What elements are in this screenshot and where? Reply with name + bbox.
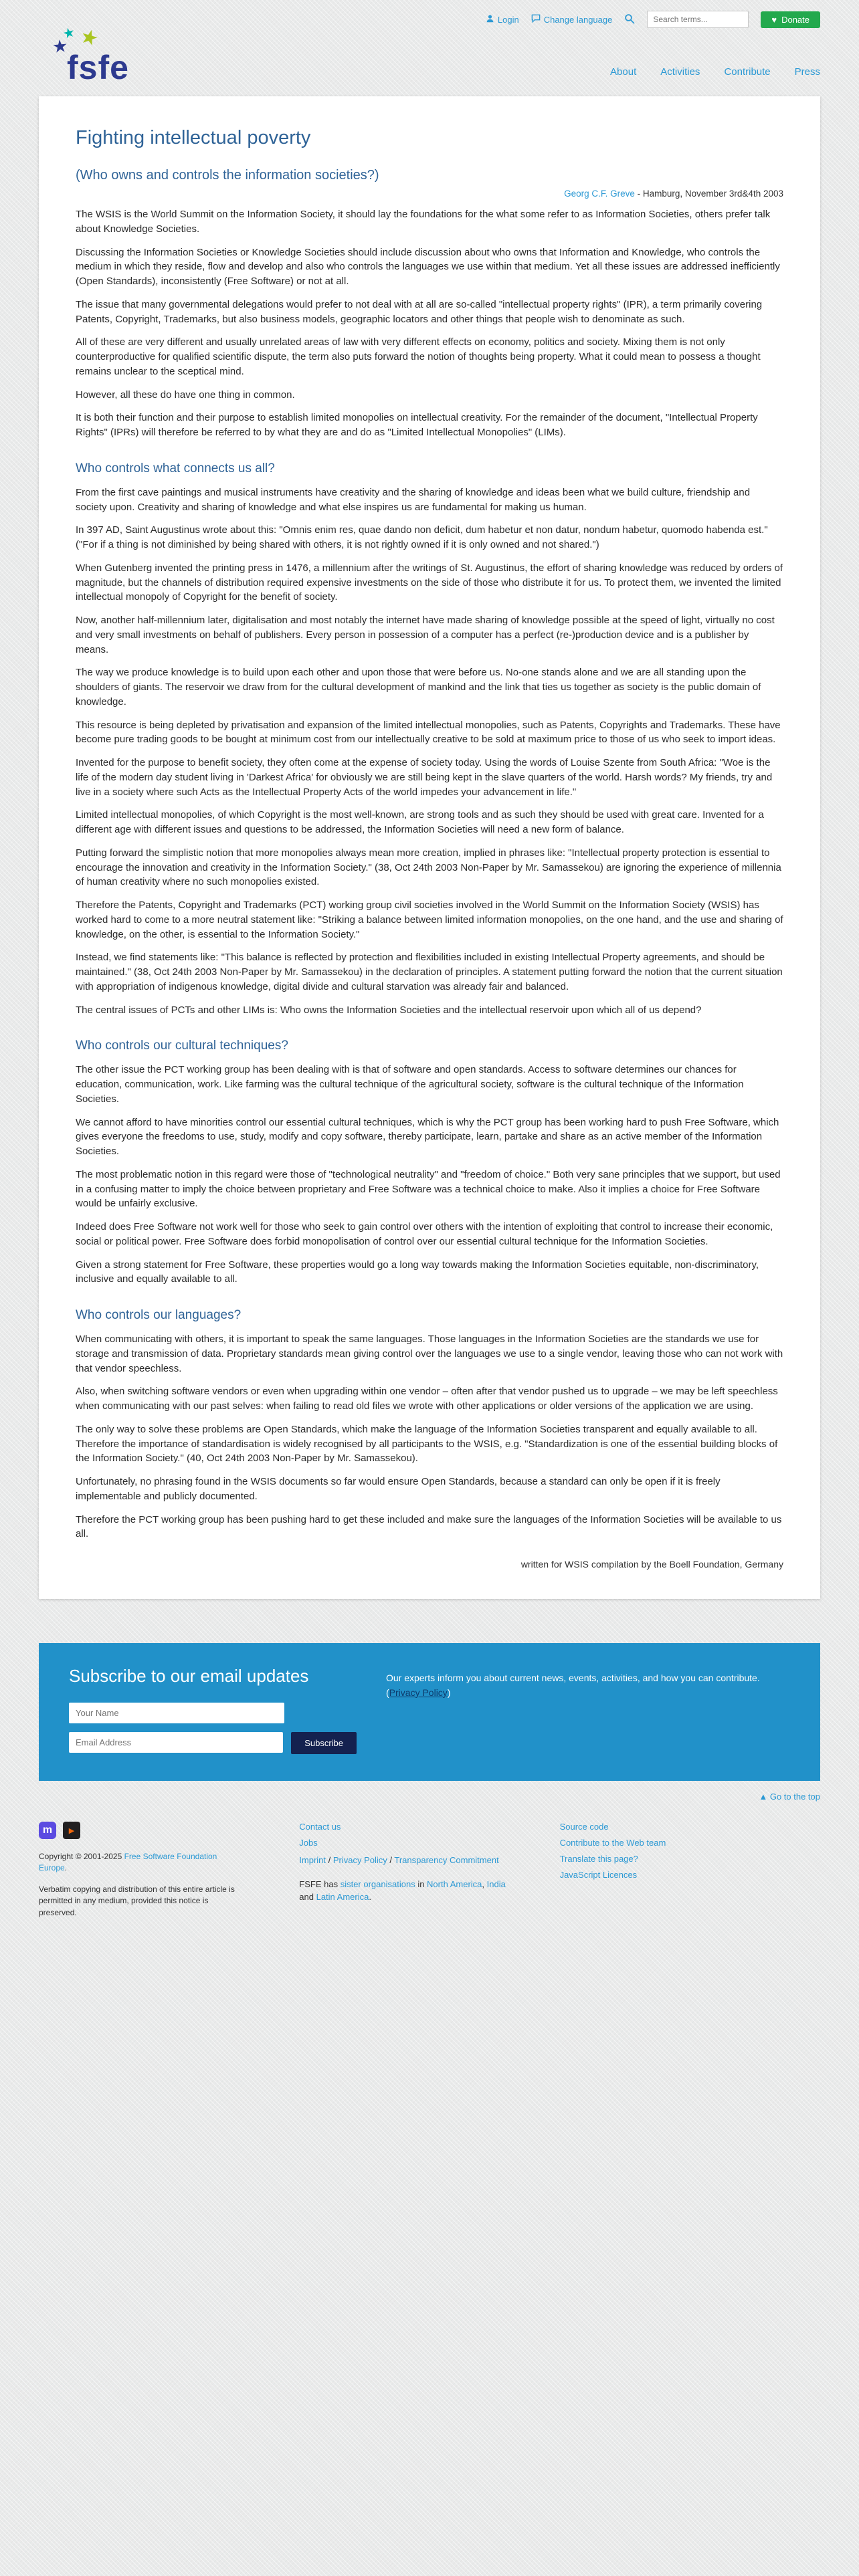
- fsfe-link[interactable]: Free Software Foundation Europe: [39, 1852, 217, 1873]
- section-heading-connects: Who controls what connects us all?: [76, 461, 275, 475]
- up-triangle-icon: ▲: [759, 1792, 768, 1802]
- article-paragraph: The other issue the PCT working group has been dealing with is that of software and open standards. Access to software determines our chances for education, communication, work. Like farming was the cultural technique of the agricultural society, software is the cultural technique of the Information Societies.: [76, 1064, 744, 1105]
- go-to-top-label: Go to the top: [769, 1792, 820, 1802]
- footer-col-site: [560, 1822, 820, 1919]
- contribute-web-team-link[interactable]: Contribute to the Web team: [559, 1838, 666, 1848]
- nav-item-about[interactable]: About: [610, 66, 637, 78]
- subscribe-description: [386, 1666, 790, 1754]
- login-icon: [486, 14, 494, 25]
- logo-star-teal-icon: ★: [61, 25, 77, 42]
- social-icons: [39, 1822, 299, 1839]
- footer: [0, 1806, 859, 1959]
- article-paragraph: Indeed does Free Software not work well for those who seek to gain control over others with the intention of exploiting that control to increase their economic, social or political power. Free Software does forbid monopolisation of control over our essential cultural technique for the Information Societies.: [76, 1221, 773, 1247]
- verbatim-notice: Verbatim copying and distribution of this entire article is permitted in any medium, provided this notice is preserved.: [39, 1884, 235, 1917]
- article-paragraph: Instead, we find statements like: "This balance is reflected by protection and flexibilities included in existing Intellectual Property agreements, and should be maintained." (38, Oct 24th 2003 Non-Paper by Mr. Samassekou) in the declaration of principles. A statement putting forward the notion that the current situation with appropriation of indigenous knowledge, digital divide and cultural starvation was already fair and balanced.: [76, 952, 783, 992]
- logo-star-blue-icon: ★: [51, 35, 69, 57]
- subscribe-heading: Subscribe to our email updates: [69, 1666, 309, 1686]
- sister-organisations-line: [299, 1878, 506, 1904]
- privacy-policy-link[interactable]: Privacy Policy: [389, 1687, 448, 1698]
- nav-item-press[interactable]: Press: [794, 66, 820, 78]
- subscribe-description-end: ): [447, 1687, 451, 1698]
- imprint-link[interactable]: Imprint: [299, 1855, 326, 1865]
- email-field[interactable]: [69, 1732, 283, 1753]
- india-link[interactable]: India: [486, 1879, 506, 1889]
- language-icon: [531, 14, 541, 25]
- transparency-commitment-link[interactable]: Transparency Commitment: [394, 1855, 499, 1865]
- article-paragraph: From the first cave paintings and musical instruments have creativity and the sharing of knowledge and ideas been what we build culture, friendship and society upon. Creativity and sharing of knowledge and what else inspires us are fundamental for making us human.: [76, 486, 751, 513]
- article-subtitle: (Who owns and controls the information societies?): [76, 168, 379, 183]
- fsfe-logo[interactable]: [51, 24, 193, 87]
- article-paragraph: Now, another half-millennium later, digitalisation and most notably the internet have made sharing of knowledge possible at the speed of light, virtually no cost and very small investments on behalf of publishers. Every person in possession of a computer has a perfect (re-)production device and is a publisher by means.: [76, 615, 775, 655]
- imprint-separator: /: [387, 1855, 395, 1865]
- article-paragraph: It is both their function and their purpose to establish limited monopolies on intellectual creativity. For the remainder of the document, "Intellectual Property Rights" (IPRs) will therefore be referred to by what they are and do as "Limited Intellectual Monopolies" (LIMs).: [76, 412, 758, 438]
- article-paragraph: The WSIS is the World Summit on the Information Society, it should lay the foundations for the what some refer to as Information Societies, others prefer talk about Knowledge Societies.: [76, 209, 771, 235]
- article-paragraph: Unfortunately, no phrasing found in the WSIS documents so far would ensure Open Standards, because a standard can only be open if it is freely implementable and publicly documented.: [76, 1476, 721, 1502]
- sister-comma: ,: [482, 1879, 487, 1889]
- article-paragraph: Putting forward the simplistic notion that more monopolies always mean more creation, implied in phrases like: "Intellectual property protection is essential to encourage the innovation and creativity in the Information Society." (38, Oct 24th 2003 Non-Paper by Mr. Samassekou) are ignoring the experience of millennia of human creativity where no such monopolies existed.: [76, 847, 781, 888]
- article-paragraph: Given a strong statement for Free Software, these properties would go a long way towards making the Information Societies equitable, non-discriminatory, inclusive and equally available to all.: [76, 1259, 759, 1285]
- author-link[interactable]: Georg C.F. Greve: [564, 189, 635, 199]
- to-top-row: [39, 1781, 820, 1806]
- article-paragraph: Limited intellectual monopolies, of which Copyright is the most well-known, are strong tools and as such they should be used with great care. Invented for a different age with different issues and questions to be addressed, the Information Societies will need a new form of balance.: [76, 809, 764, 835]
- header: [39, 24, 820, 87]
- section-heading-languages: Who controls our languages?: [76, 1308, 242, 1322]
- imprint-separator: /: [326, 1855, 333, 1865]
- topbar: [39, 0, 820, 28]
- section-heading-cultural: Who controls our cultural techniques?: [76, 1039, 288, 1053]
- copyright-prefix: Copyright © 2001-2025: [39, 1852, 124, 1861]
- article-paragraph: When Gutenberg invented the printing press in 1476, a millennium after the writings of St. Augustinus, the effort of sharing knowledge was reduced by orders of magnitude, but the channels of distribution required expensive investments on the side of those who distribute it for us. To protect them, we invented the limited intellectual monopoly of Copyright for the benefit of society.: [76, 562, 783, 603]
- javascript-licences-link[interactable]: JavaScript Licences: [559, 1870, 638, 1880]
- article-card: [39, 96, 820, 1599]
- article-paragraph: The most problematic notion in this regard were those of "technological neutrality" and "freedom of choice." Both very sane principles that we support, but used in a confusing matter to imply the choice between proprietary and Free Software was a technical choice to make. Also it implies a choice for Free Software would be unfairly exclusive.: [76, 1168, 781, 1210]
- article-paragraph: Also, when switching software vendors or even when upgrading within one vendor – often after that vendor pushed us to upgrade – we may be left speechless when communicating with our past selves: when failing to read old files we wrote with other applications or older versions of the application we are using.: [76, 1386, 778, 1412]
- article-paragraph: We cannot afford to have minorities control our essential cultural techniques, which is why the PCT group has been working hard to push Free Software, which gives everyone the freedoms to use, study, modify and copy software, thereby participate, learn, partake and share as an active member of the Information Societies.: [76, 1116, 779, 1157]
- sister-organisations-link[interactable]: sister organisations: [340, 1879, 415, 1889]
- heart-icon: ♥: [771, 14, 777, 25]
- search-input[interactable]: [647, 11, 749, 28]
- copyright-suffix: .: [64, 1863, 68, 1873]
- sister-prefix: FSFE has: [299, 1879, 341, 1889]
- nav-item-contribute[interactable]: Contribute: [724, 66, 771, 78]
- footer-col-legal: [39, 1822, 299, 1919]
- sister-and: and: [299, 1892, 316, 1902]
- name-field[interactable]: [69, 1703, 284, 1723]
- subscribe-description-text: Our experts inform you about current news, events, activities, and how you can contribute. (: [386, 1673, 760, 1698]
- peertube-icon[interactable]: ▶: [63, 1822, 80, 1839]
- byline-date: - Hamburg, November 3rd&4th 2003: [634, 189, 783, 199]
- source-code-link[interactable]: Source code: [559, 1822, 609, 1832]
- article-paragraph: The way we produce knowledge is to build upon each other and upon those that were before us. No-one stands alone and we are all standing upon the shoulders of giants. The reservoir we draw from for the cultural development of mankind and the link that ties us together as society is the public domain of knowledge.: [76, 667, 761, 708]
- article-paragraph: In 397 AD, Saint Augustinus wrote about this: "Omnis enim res, quae dando non deficit, dum habetur et non datur, nondum habetur, quomodo habenda est." ("For if a thing is not diminished by being shared with others, it is not rightly owned if it is only owned and not shared."): [76, 524, 768, 550]
- article-paragraph: The issue that many governmental delegations would prefer to not deal with at all are so-called "intellectual property rights" (IPR), a term primarily covering Patents, Copyright, Trademarks, but also business models, geographic locators and other things that people wish to denominate as such.: [76, 298, 763, 325]
- byline: [76, 189, 783, 199]
- subscribe-button[interactable]: Subscribe: [291, 1732, 357, 1754]
- article-paragraph: The only way to solve these problems are Open Standards, which make the language of the Information Societies transparent and equally available to all. Therefore the importance of standardisation is widely recognised by all participants to the WSIS, e.g. "Standardization is one of the essential building blocks of the Information Society." (40, Oct 24th 2003 Non-Paper by Mr. Samassekou).: [76, 1423, 778, 1465]
- go-to-top-link[interactable]: [759, 1792, 820, 1802]
- subscribe-section: [39, 1643, 820, 1781]
- login-link[interactable]: [486, 14, 519, 25]
- sister-mid: in: [415, 1879, 427, 1889]
- article-paragraph: This resource is being depleted by privatisation and expansion of the limited intellectual monopolies, such as Patents, Copyrights and Trademarks. These have become pure trading goods to be bought at minimum cost from our intellectually creative to be sold at maximum price to those of us who seek to import ideas.: [76, 719, 781, 746]
- article-attribution: written for WSIS compilation by the Boell Foundation, Germany: [520, 1559, 783, 1570]
- logo-text: fsfe: [67, 49, 129, 86]
- latin-america-link[interactable]: Latin America: [316, 1892, 369, 1902]
- article-paragraph: The central issues of PCTs and other LIMs is: Who owns the Information Societies and the intellectual reservoir upon which all of us depend?: [76, 1004, 702, 1016]
- article-paragraph: Invented for the purpose to benefit society, they often come at the expense of society today. Using the words of Louise Szente from South Africa: "Woe is the life of the modern day student living in 'Darkest Africa' for obviously we are still being kept in the slave quarters of the world. Harsh words? My friends, try and live in a society where such Acts as the Intellectual Property Acts of the world impedes your advancement in life.": [76, 757, 773, 798]
- login-label: Login: [497, 14, 519, 25]
- donate-label: Donate: [781, 14, 809, 25]
- article-paragraph: Discussing the Information Societies or Knowledge Societies should include discussion about who owns that Information and Knowledge, who controls the medium in which they reside, flow and develop and also who controls the languages we use within that medium. Yet all these issues are addressed inefficiently (Open Standards), inconsistently (Free Software) or not at all.: [76, 246, 780, 287]
- page-title: Fighting intellectual poverty: [76, 127, 311, 148]
- main-nav: [610, 66, 820, 87]
- article-paragraph: Therefore the Patents, Copyright and Trademarks (PCT) working group civil societies involved in the World Summit on the Information Society (WSIS) has worked hard to come to a more neutral statement like: "Striking a balance between limited information monopolies, on the one hand, and the use and sharing of knowledge, on the other, is essential to the Information Society.": [76, 899, 783, 940]
- logo-star-green-icon: ★: [78, 24, 102, 51]
- footer-col-contact: [299, 1822, 559, 1919]
- change-language-label: Change language: [543, 14, 613, 25]
- subscribe-form-area: [69, 1666, 357, 1754]
- article-paragraph: Therefore the PCT working group has been pushing hard to get these included and make sure the languages of the Information Societies will be available to us all.: [76, 1513, 782, 1540]
- imprint-line: [299, 1854, 500, 1867]
- search-icon[interactable]: [624, 13, 635, 26]
- article-paragraph: All of these are very different and usually unrelated areas of law with very different effects on economy, politics and society. Mixing them is not only counterproductive for qualified scientific dispute, the term also puts forward the notion of thoughts being property. What it could mean to possess a thought remains unclear to the sceptical mind.: [76, 336, 761, 377]
- privacy-policy-footer-link[interactable]: Privacy Policy: [332, 1855, 387, 1865]
- article-paragraph: However, all these do have one thing in common.: [76, 389, 295, 401]
- north-america-link[interactable]: North America: [427, 1879, 482, 1889]
- jobs-link[interactable]: Jobs: [299, 1838, 318, 1848]
- donate-button[interactable]: [761, 11, 820, 28]
- translate-page-link[interactable]: Translate this page?: [559, 1854, 638, 1864]
- contact-us-link[interactable]: Contact us: [299, 1822, 341, 1832]
- email-row: [69, 1732, 357, 1754]
- mastodon-icon[interactable]: m: [39, 1822, 56, 1839]
- change-language-link[interactable]: [531, 14, 613, 25]
- copyright-line: [39, 1851, 226, 1874]
- sister-suffix: .: [369, 1892, 371, 1902]
- nav-item-activities[interactable]: Activities: [660, 66, 700, 78]
- article-paragraph: When communicating with others, it is important to speak the same languages. Those languages in the Information Societies are the standards we use for storage and transmission of data. Proprietary standards mean giving control over the languages we use to a single vendor, leaving those who can not work with that vendor speechless.: [76, 1333, 783, 1374]
